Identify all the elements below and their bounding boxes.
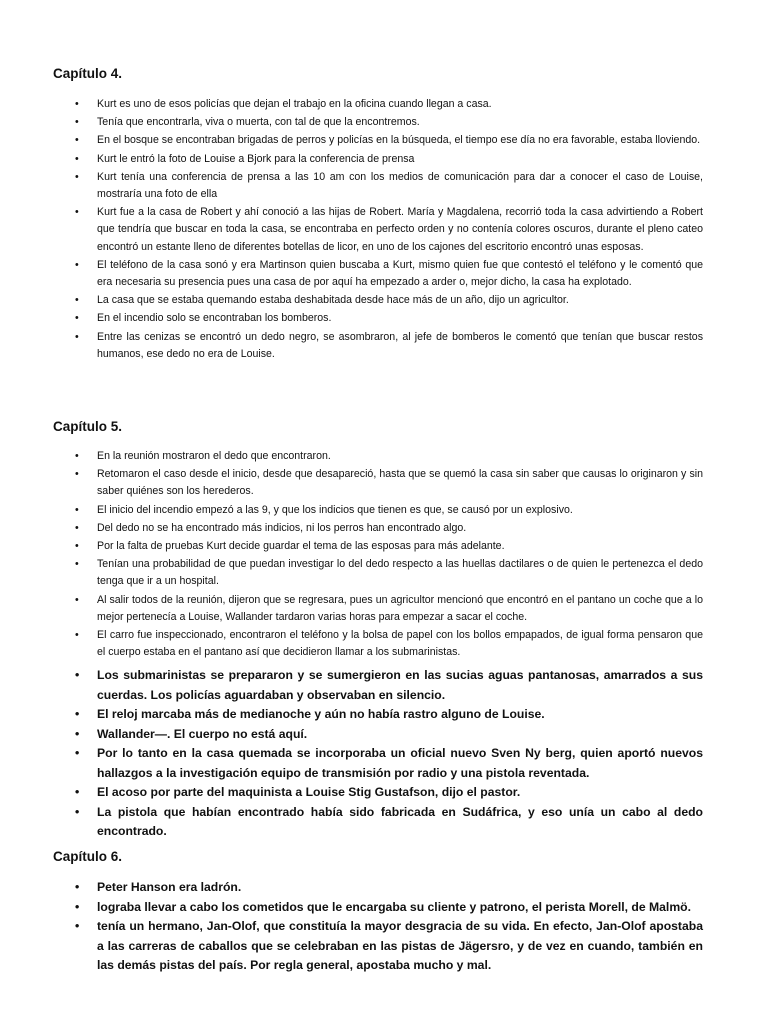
list-item: • Del dedo no se ha encontrado más indicios, ni los perros han encontrado algo. bbox=[97, 520, 703, 537]
list-item: • Wallander—. El cuerpo no está aquí. bbox=[97, 725, 703, 745]
chapter-5-list bbox=[97, 448, 703, 662]
list-item: • El carro fue inspeccionado, encontraron el teléfono y la bolsa de papel con los bollos empapados, de igual forma pensaron que el cuerpo estaba en el pantano así que decidieron llamar a los submarinistas. bbox=[97, 627, 703, 661]
list-item: • El reloj marcaba más de medianoche y aún no había rastro alguno de Louise. bbox=[97, 705, 703, 725]
chapter-6-title: Capítulo 6. bbox=[53, 849, 123, 864]
list-item: • Kurt tenía una conferencia de prensa a las 10 am con los medios de comunicación para dar a conocer el caso de Louise, mostraría una foto de ella bbox=[97, 169, 703, 203]
list-item: • Tenían una probabilidad de que puedan investigar lo del dedo respecto a las huellas dactilares o de quien le pertenezca el dedo tenga que ir a un hospital. bbox=[97, 556, 703, 590]
list-item: • En la reunión mostraron el dedo que encontraron. bbox=[97, 448, 703, 465]
chapter-6-list bbox=[97, 878, 703, 976]
list-item: • La casa que se estaba quemando estaba deshabitada desde hace más de un año, dijo un agricultor. bbox=[97, 292, 703, 309]
list-item: • Al salir todos de la reunión, dijeron que se regresara, pues un agricultor mencionó que encontró en el pantano un coche que a lo mejor pertenecía a Louise, Wallander tardaron varias horas para empezar a sacar el coche. bbox=[97, 592, 703, 626]
list-item: • En el incendio solo se encontraban los bomberos. bbox=[97, 310, 703, 327]
list-item: • El inicio del incendio empezó a las 9, y que los indicios que tienen es que, se causó por un explosivo. bbox=[97, 502, 703, 519]
list-item: • Retomaron el caso desde el inicio, desde que desapareció, hasta que se quemó la casa sin saber que causas lo originaron y sin saber quiénes son los herederos. bbox=[97, 466, 703, 500]
list-item: • Los submarinistas se prepararon y se sumergieron en las sucias aguas pantanosas, amarrados a sus cuerdas. Los policías aguardaban y observaban en silencio. bbox=[97, 666, 703, 705]
list-item: • Por la falta de pruebas Kurt decide guardar el tema de las esposas para más adelante. bbox=[97, 538, 703, 555]
list-item: • Kurt fue a la casa de Robert y ahí conoció a las hijas de Robert. María y Magdalena, recorrió toda la casa advirtiendo a Robert que tendría que buscar en toda la casa, se encontraba en perfecto orden y no contenía colores oscuros, durante el pleno cateo encontró un estante lleno de diferentes botellas de licor, en uno de los cajones del escritorio encontró unas esposas. bbox=[97, 204, 703, 256]
chapter-5-title: Capítulo 5. bbox=[53, 419, 123, 434]
list-item: • lograba llevar a cabo los cometidos que le encargaba su cliente y patrono, el perista Morell, de Malmö. bbox=[97, 898, 703, 918]
list-item: • La pistola que habían encontrado había sido fabricada en Sudáfrica, y eso unía un cabo al dedo encontrado. bbox=[97, 803, 703, 842]
list-item: • El acoso por parte del maquinista a Louise Stig Gustafson, dijo el pastor. bbox=[97, 783, 703, 803]
list-item: • En el bosque se encontraban brigadas de perros y policías en la búsqueda, el tiempo ese día no era favorable, estaba lloviendo. bbox=[97, 132, 703, 149]
list-item: • tenía un hermano, Jan-Olof, que constituía la mayor desgracia de su vida. En efecto, Jan-Olof apostaba a las carreras de caballos que se celebraban en las pistas de Jägersro, y de vez en cuando, también en las demás pistas del país. Por regla general, apostaba mucho y mal. bbox=[97, 917, 703, 976]
list-item: • Peter Hanson era ladrón. bbox=[97, 878, 703, 898]
chapter-4-title: Capítulo 4. bbox=[53, 66, 123, 81]
list-item: • Por lo tanto en la casa quemada se incorporaba un oficial nuevo Sven Ny berg, quien aportó nuevos hallazgos a la investigación equipo de transmisión por radio y una pistola reventada. bbox=[97, 744, 703, 783]
chapter-5-list-bold bbox=[97, 666, 703, 842]
list-item: • Kurt es uno de esos policías que dejan el trabajo en la oficina cuando llegan a casa. bbox=[97, 96, 703, 113]
list-item: • Kurt le entró la foto de Louise a Bjork para la conferencia de prensa bbox=[97, 151, 703, 168]
list-item: • El teléfono de la casa sonó y era Martinson quien buscaba a Kurt, mismo quien fue que contestó el teléfono y le comentó que era necesaria su presencia pues una casa de por aquí ha empezado a arder o, mejor dicho, la casa ha explotado. bbox=[97, 257, 703, 291]
list-item: • Tenía que encontrarla, viva o muerta, con tal de que la encontremos. bbox=[97, 114, 703, 131]
chapter-4-list bbox=[97, 96, 703, 364]
list-item: • Entre las cenizas se encontró un dedo negro, se asombraron, al jefe de bomberos le comentó que tenían que buscar restos humanos, ese dedo no era de Louise. bbox=[97, 329, 703, 363]
